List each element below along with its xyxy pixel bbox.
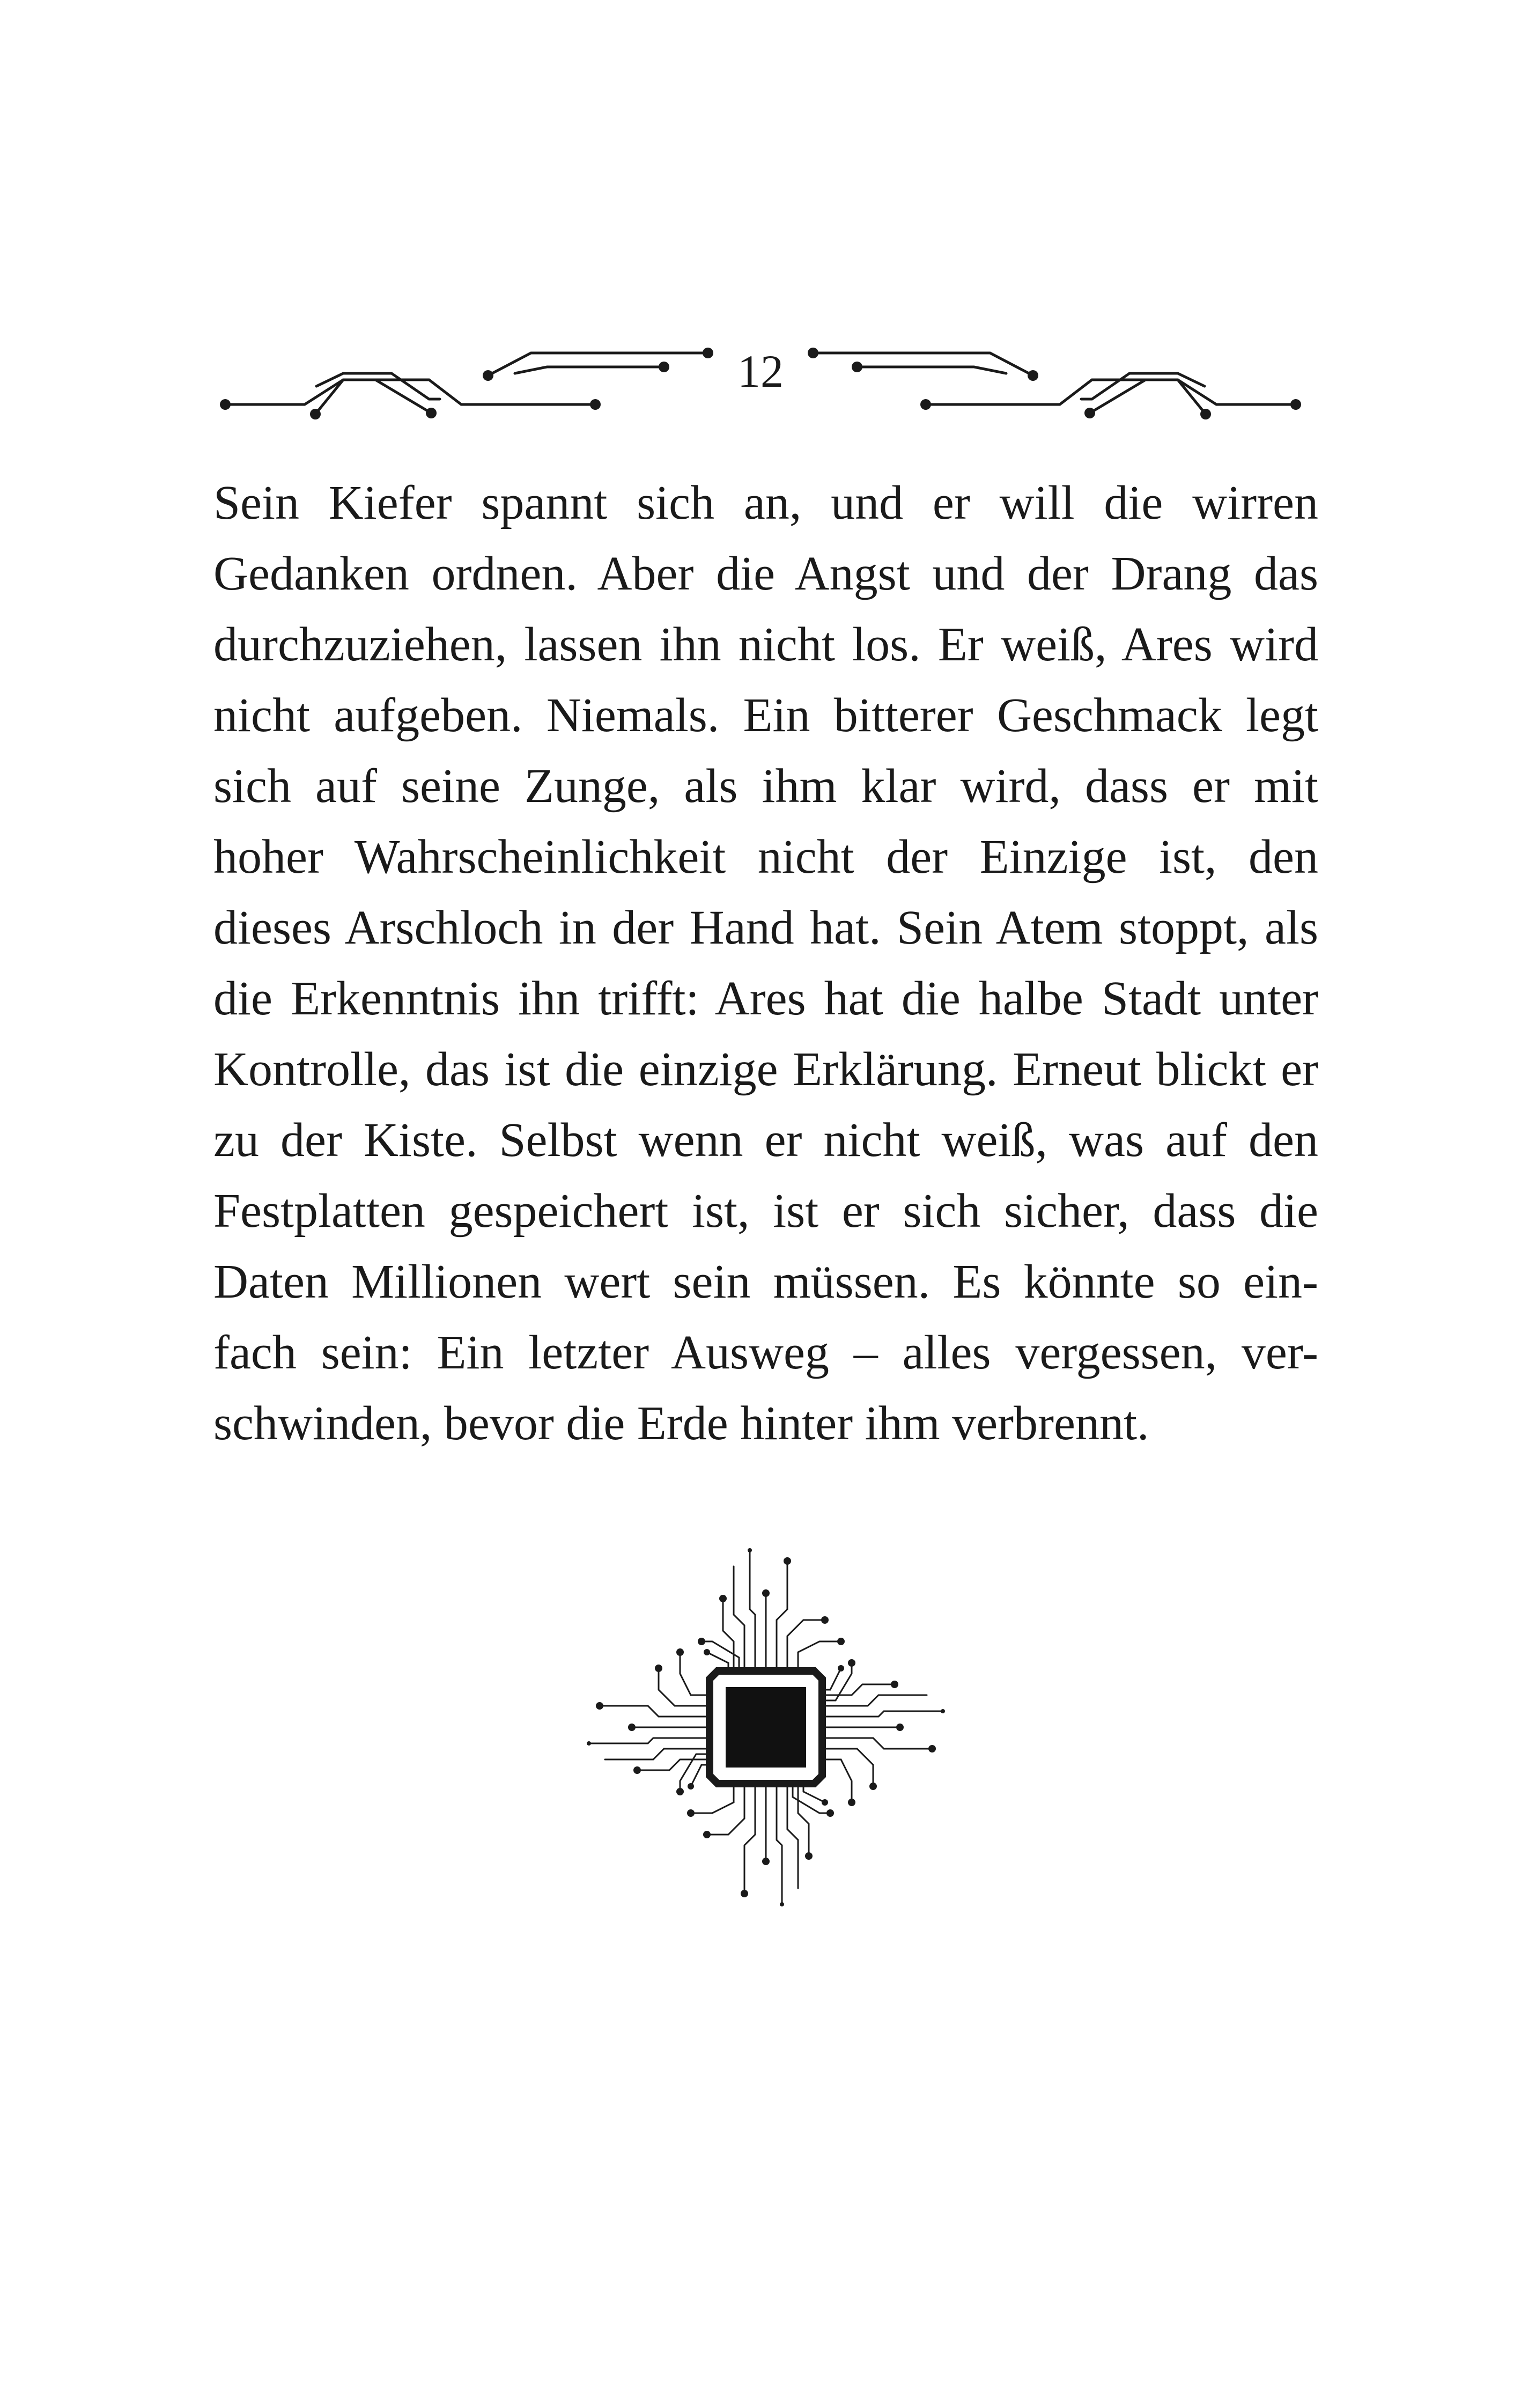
text-line: zu der Kiste. Selbst wenn er nicht weiß, was auf den	[213, 1114, 1318, 1167]
text-line: Gedanken ordnen. Aber die Angst und der Drang das	[213, 547, 1318, 600]
microchip-icon	[573, 1534, 959, 1920]
text-line: schwinden, bevor die Erde hinter ihm verbrennt.	[213, 1397, 1149, 1450]
text-line: sich auf seine Zunge, als ihm klar wird, dass er mit	[213, 760, 1318, 813]
circuit-trace-icon	[215, 322, 751, 440]
circuit-trace-icon	[770, 322, 1306, 440]
text-line: fach sein: Ein letzter Ausweg – alles vergessen, ver-	[213, 1326, 1318, 1379]
text-line: Daten Millionen wert sein müssen. Es könnte so ein-	[213, 1255, 1318, 1308]
page-header	[0, 322, 1521, 440]
text-line: Festplatten gespeichert ist, ist er sich sicher, dass die	[213, 1184, 1318, 1238]
text-line: hoher Wahrscheinlichkeit nicht der Einzige ist, den	[213, 830, 1318, 883]
body-paragraph	[213, 468, 1318, 1459]
page-number: 12	[737, 345, 784, 397]
text-line: Sein Kiefer spannt sich an, und er will die wirren	[213, 476, 1318, 529]
text-line: nicht aufgeben. Niemals. Ein bitterer Geschmack legt	[213, 689, 1318, 742]
text-line: dieses Arschloch in der Hand hat. Sein Atem stoppt, als	[213, 901, 1318, 954]
text-line: die Erkenntnis ihn trifft: Ares hat die halbe Stadt unter	[213, 972, 1318, 1025]
text-line: durchzuziehen, lassen ihn nicht los. Er weiß, Ares wird	[213, 618, 1318, 671]
text-line: Kontrolle, das ist die einzige Erklärung. Erneut blickt er	[213, 1043, 1318, 1096]
